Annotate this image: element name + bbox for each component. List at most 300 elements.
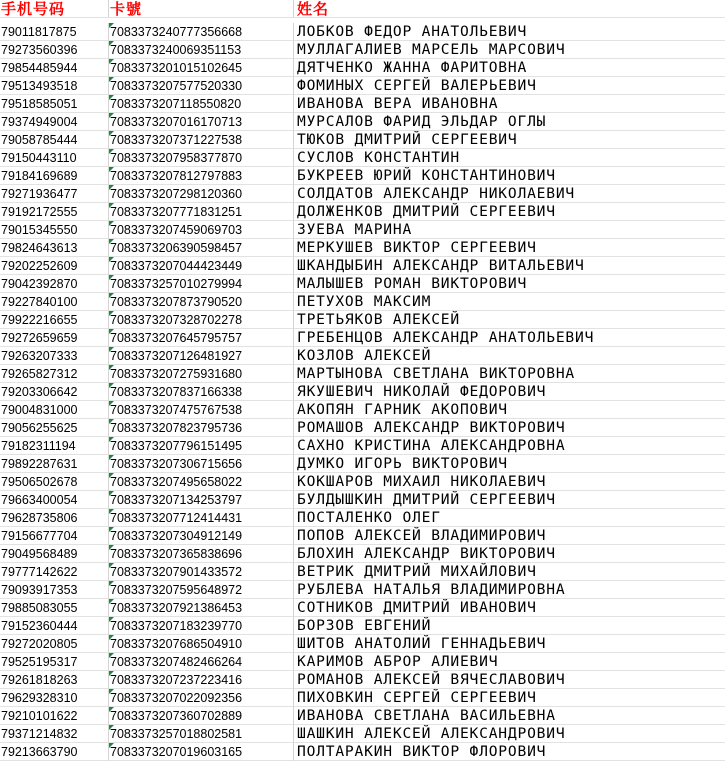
name-cell-text: ТЮКОВ ДМИТРИЙ СЕРГЕЕВИЧ: [297, 131, 518, 148]
phone-cell[interactable]: [0, 95, 109, 113]
table-row: [0, 23, 725, 41]
phone-cell[interactable]: [0, 347, 109, 365]
phone-cell[interactable]: [0, 41, 109, 59]
name-cell-text: ПОЛТАРАКИН ВИКТОР ФЛОРОВИЧ: [297, 743, 547, 760]
name-cell[interactable]: [294, 725, 725, 743]
table-row: [0, 545, 725, 563]
phone-cell-text: 79213663790: [1, 745, 78, 759]
card-cell[interactable]: [109, 455, 294, 473]
name-cell-text: СОТНИКОВ ДМИТРИЙ ИВАНОВИЧ: [297, 599, 537, 616]
table-row: [0, 689, 725, 707]
card-cell[interactable]: [109, 743, 294, 761]
card-cell[interactable]: [109, 599, 294, 617]
text-number-indicator-icon: [109, 221, 114, 226]
name-cell-text: БОРЗОВ ЕВГЕНИЙ: [297, 617, 432, 634]
table-row: [0, 635, 725, 653]
phone-cell[interactable]: [0, 455, 109, 473]
text-number-indicator-icon: [109, 599, 114, 604]
name-cell[interactable]: [294, 293, 725, 311]
table-row: [0, 455, 725, 473]
text-number-indicator-icon: [109, 581, 114, 586]
name-cell-text: СОЛДАТОВ АЛЕКСАНДР НИКОЛАЕВИЧ: [297, 185, 575, 202]
card-cell-text: 7083373207595648972: [110, 583, 243, 597]
card-cell-text: 7083373201015102645: [110, 61, 243, 75]
phone-cell[interactable]: [0, 581, 109, 599]
card-cell[interactable]: [109, 725, 294, 743]
name-cell[interactable]: [294, 581, 725, 599]
phone-cell-text: 79273560396: [1, 43, 78, 57]
name-cell[interactable]: [294, 41, 725, 59]
card-cell[interactable]: [109, 149, 294, 167]
card-cell-text: 7083373207901433572: [110, 565, 243, 579]
card-cell-text: 7083373207237223416: [110, 673, 243, 687]
table-row: [0, 653, 725, 671]
phone-cell-text: 79922216655: [1, 313, 78, 327]
phone-cell[interactable]: [0, 707, 109, 725]
phone-cell-text: 79885083055: [1, 601, 78, 615]
phone-cell-text: 79506502678: [1, 475, 78, 489]
name-cell-text: ФОМИНЫХ СЕРГЕЙ ВАЛЕРЬЕВИЧ: [297, 77, 537, 94]
name-cell-text: КАРИМОВ АБРОР АЛИЕВИЧ: [297, 653, 499, 670]
name-cell[interactable]: [294, 401, 725, 419]
card-cell[interactable]: [109, 311, 294, 329]
phone-cell[interactable]: [0, 239, 109, 257]
text-number-indicator-icon: [109, 509, 114, 514]
name-cell[interactable]: [294, 131, 725, 149]
text-number-indicator-icon: [109, 329, 114, 334]
card-cell-text: 7083373207645795757: [110, 331, 243, 345]
table-row: [0, 77, 725, 95]
card-cell-text: 7083373206390598457: [110, 241, 243, 255]
table-row: [0, 203, 725, 221]
table-row: [0, 509, 725, 527]
card-cell[interactable]: [109, 77, 294, 95]
phone-cell[interactable]: [0, 509, 109, 527]
phone-cell[interactable]: [0, 257, 109, 275]
card-cell-text: 7083373207475767538: [110, 403, 243, 417]
phone-cell[interactable]: [0, 743, 109, 761]
card-cell[interactable]: [109, 617, 294, 635]
card-cell-text: 7083373240069351153: [110, 43, 242, 57]
phone-cell[interactable]: [0, 113, 109, 131]
name-cell[interactable]: [294, 59, 725, 77]
name-cell[interactable]: [294, 617, 725, 635]
name-cell-text: ШИТОВ АНАТОЛИЙ ГЕННАДЬЕВИЧ: [297, 635, 547, 652]
phone-cell-text: 79518585051: [1, 97, 78, 111]
name-cell[interactable]: [294, 437, 725, 455]
text-number-indicator-icon: [109, 131, 114, 136]
name-cell[interactable]: [294, 95, 725, 113]
phone-cell[interactable]: [0, 689, 109, 707]
phone-cell[interactable]: [0, 185, 109, 203]
card-cell-text: 7083373207771831251: [110, 205, 243, 219]
text-number-indicator-icon: [109, 239, 114, 244]
phone-cell-text: 79192172555: [1, 205, 78, 219]
header-card[interactable]: 卡號: [109, 0, 294, 18]
phone-cell-text: 79049568489: [1, 547, 78, 561]
name-cell-text: ШКАНДЫБИН АЛЕКСАНДР ВИТАЛЬЕВИЧ: [297, 257, 585, 274]
table-row: [0, 347, 725, 365]
phone-cell[interactable]: [0, 545, 109, 563]
text-number-indicator-icon: [109, 437, 114, 442]
card-cell[interactable]: [109, 203, 294, 221]
card-cell-text: 7083373207275931680: [110, 367, 243, 381]
phone-cell[interactable]: [0, 563, 109, 581]
text-number-indicator-icon: [109, 653, 114, 658]
phone-cell-text: 79629328310: [1, 691, 78, 705]
phone-cell-text: 79203306642: [1, 385, 78, 399]
card-cell-text: 7083373207577520330: [110, 79, 243, 93]
phone-cell[interactable]: [0, 653, 109, 671]
table-row: [0, 329, 725, 347]
phone-cell[interactable]: [0, 491, 109, 509]
name-cell-text: ИВАНОВА ВЕРА ИВАНОВНА: [297, 95, 499, 112]
phone-cell[interactable]: [0, 59, 109, 77]
text-number-indicator-icon: [109, 455, 114, 460]
phone-cell-text: 79210101622: [1, 709, 78, 723]
card-cell[interactable]: [109, 419, 294, 437]
text-number-indicator-icon: [109, 545, 114, 550]
text-number-indicator-icon: [109, 77, 114, 82]
phone-cell[interactable]: [0, 293, 109, 311]
text-number-indicator-icon: [109, 149, 114, 154]
text-number-indicator-icon: [109, 635, 114, 640]
name-cell[interactable]: [294, 599, 725, 617]
table-row: [0, 725, 725, 743]
name-cell-text: ТРЕТЬЯКОВ АЛЕКСЕЙ: [297, 311, 460, 328]
phone-cell[interactable]: [0, 149, 109, 167]
card-cell-text: 7083373207823795736: [110, 421, 243, 435]
phone-cell[interactable]: [0, 383, 109, 401]
name-cell[interactable]: [294, 563, 725, 581]
table-row: [0, 257, 725, 275]
name-cell-text: ГРЕБЕНЦОВ АЛЕКСАНДР АНАТОЛЬЕВИЧ: [297, 329, 595, 346]
table-row: [0, 239, 725, 257]
card-cell[interactable]: [109, 293, 294, 311]
name-cell[interactable]: [294, 419, 725, 437]
name-cell[interactable]: [294, 689, 725, 707]
phone-cell-text: 79374949004: [1, 115, 78, 129]
phone-cell-text: 79777142622: [1, 565, 78, 579]
phone-cell[interactable]: [0, 401, 109, 419]
name-cell[interactable]: [294, 257, 725, 275]
name-cell[interactable]: [294, 275, 725, 293]
name-cell[interactable]: [294, 527, 725, 545]
phone-cell-text: 79227840100: [1, 295, 78, 309]
name-cell[interactable]: [294, 149, 725, 167]
phone-cell[interactable]: [0, 635, 109, 653]
card-cell-text: 7083373207495658022: [110, 475, 243, 489]
phone-cell[interactable]: [0, 599, 109, 617]
name-cell-text: МАЛЫШЕВ РОМАН ВИКТОРОВИЧ: [297, 275, 528, 292]
text-number-indicator-icon: [109, 59, 114, 64]
table-row: [0, 743, 725, 761]
phone-cell-text: 79056255625: [1, 421, 78, 435]
name-cell-text: МУЛЛАГАЛИЕВ МАРСЕЛЬ МАРСОВИЧ: [297, 41, 566, 58]
card-cell[interactable]: [109, 653, 294, 671]
name-cell-text: КОЗЛОВ АЛЕКСЕЙ: [297, 347, 432, 364]
name-cell-text: ВЕТРИК ДМИТРИЙ МИХАЙЛОВИЧ: [297, 563, 537, 580]
phone-cell[interactable]: [0, 365, 109, 383]
name-cell-text: ЛОБКОВ ФЕДОР АНАТОЛЬЕВИЧ: [297, 23, 528, 40]
name-cell-text: РОМАНОВ АЛЕКСЕЙ ВЯЧЕСЛАВОВИЧ: [297, 671, 566, 688]
phone-cell-text: 79371214832: [1, 727, 78, 741]
name-cell-text: ДЯТЧЕНКО ЖАННА ФАРИТОВНА: [297, 59, 528, 76]
card-cell-text: 7083373207304912149: [110, 529, 243, 543]
text-number-indicator-icon: [109, 311, 114, 316]
card-cell-text: 7083373207134253797: [110, 493, 243, 507]
card-cell-text: 7083373207022092356: [110, 691, 243, 705]
text-number-indicator-icon: [109, 563, 114, 568]
name-cell-text: ИВАНОВА СВЕТЛАНА ВАСИЛЬЕВНА: [297, 707, 556, 724]
header-name[interactable]: 姓名: [294, 0, 725, 18]
table-row: [0, 437, 725, 455]
card-cell-text: 7083373207118550820: [110, 97, 242, 111]
table-row: [0, 599, 725, 617]
phone-cell-text: 79202252609: [1, 259, 78, 273]
name-cell[interactable]: [294, 185, 725, 203]
card-cell-text: 7083373257018802581: [110, 727, 243, 741]
table-row: [0, 131, 725, 149]
text-number-indicator-icon: [109, 725, 114, 730]
name-cell[interactable]: [294, 221, 725, 239]
text-number-indicator-icon: [109, 257, 114, 262]
name-cell[interactable]: [294, 311, 725, 329]
table-row: [0, 149, 725, 167]
table-row: [0, 185, 725, 203]
card-cell[interactable]: [109, 23, 294, 41]
card-cell-text: 7083373207921386453: [110, 601, 243, 615]
table-row: [0, 221, 725, 239]
name-cell-text: ПИХОВКИН СЕРГЕЙ СЕРГЕЕВИЧ: [297, 689, 537, 706]
card-cell[interactable]: [109, 275, 294, 293]
card-cell[interactable]: [109, 635, 294, 653]
phone-cell[interactable]: [0, 77, 109, 95]
name-cell-text: ПОСТАЛЕНКО ОЛЕГ: [297, 509, 441, 526]
phone-cell-text: 79093917353: [1, 583, 78, 597]
phone-cell-text: 79824643613: [1, 241, 78, 255]
phone-cell[interactable]: [0, 275, 109, 293]
name-cell-text: ДУМКО ИГОРЬ ВИКТОРОВИЧ: [297, 455, 508, 472]
phone-cell[interactable]: [0, 167, 109, 185]
text-number-indicator-icon: [109, 185, 114, 190]
text-number-indicator-icon: [109, 95, 114, 100]
name-cell[interactable]: [294, 707, 725, 725]
text-number-indicator-icon: [109, 41, 114, 46]
phone-cell-text: 79525195317: [1, 655, 78, 669]
text-number-indicator-icon: [109, 743, 114, 748]
table-row: [0, 41, 725, 59]
phone-cell[interactable]: [0, 311, 109, 329]
card-cell[interactable]: [109, 671, 294, 689]
card-cell[interactable]: [109, 59, 294, 77]
card-cell[interactable]: [109, 491, 294, 509]
name-cell[interactable]: [294, 743, 725, 761]
card-cell[interactable]: [109, 329, 294, 347]
table-row: [0, 293, 725, 311]
text-number-indicator-icon: [109, 617, 114, 622]
card-cell[interactable]: [109, 167, 294, 185]
phone-cell-text: 79263207333: [1, 349, 78, 363]
name-cell-text: ДОЛЖЕНКОВ ДМИТРИЙ СЕРГЕЕВИЧ: [297, 203, 556, 220]
name-cell[interactable]: [294, 383, 725, 401]
phone-cell[interactable]: [0, 617, 109, 635]
name-cell[interactable]: [294, 509, 725, 527]
name-cell[interactable]: [294, 365, 725, 383]
phone-cell[interactable]: [0, 671, 109, 689]
name-cell[interactable]: [294, 77, 725, 95]
name-cell-text: ЯКУШЕВИЧ НИКОЛАЙ ФЕДОРОВИЧ: [297, 383, 547, 400]
card-cell[interactable]: [109, 563, 294, 581]
phone-cell-text: 79184169689: [1, 169, 78, 183]
card-cell-text: 7083373207126481927: [110, 349, 243, 363]
text-number-indicator-icon: [109, 689, 114, 694]
card-cell[interactable]: [109, 383, 294, 401]
phone-cell-text: 79261818263: [1, 673, 78, 687]
name-cell-text: КОКШАРОВ МИХАИЛ НИКОЛАЕВИЧ: [297, 473, 547, 490]
card-cell-text: 7083373207298120360: [110, 187, 243, 201]
card-cell[interactable]: [109, 41, 294, 59]
card-cell[interactable]: [109, 95, 294, 113]
table-row: [0, 383, 725, 401]
text-number-indicator-icon: [109, 23, 114, 28]
table-row: [0, 707, 725, 725]
phone-cell[interactable]: [0, 437, 109, 455]
table-row: [0, 491, 725, 509]
phone-cell-text: 79150443110: [1, 151, 77, 165]
phone-cell-text: 79271936477: [1, 187, 78, 201]
name-cell[interactable]: [294, 491, 725, 509]
text-number-indicator-icon: [109, 527, 114, 532]
name-cell[interactable]: [294, 329, 725, 347]
card-cell[interactable]: [109, 257, 294, 275]
name-cell[interactable]: [294, 239, 725, 257]
phone-cell[interactable]: [0, 131, 109, 149]
phone-cell-text: 79042392870: [1, 277, 78, 291]
table-row: [0, 527, 725, 545]
header-row: [0, 0, 725, 18]
card-cell[interactable]: [109, 347, 294, 365]
card-cell[interactable]: [109, 131, 294, 149]
card-cell-text: 7083373207371227538: [110, 133, 243, 147]
phone-cell[interactable]: [0, 725, 109, 743]
card-cell[interactable]: [109, 707, 294, 725]
phone-cell[interactable]: [0, 527, 109, 545]
text-number-indicator-icon: [109, 707, 114, 712]
card-cell[interactable]: [109, 113, 294, 131]
text-number-indicator-icon: [109, 113, 114, 118]
text-number-indicator-icon: [109, 293, 114, 298]
card-cell[interactable]: [109, 221, 294, 239]
text-number-indicator-icon: [109, 473, 114, 478]
name-cell[interactable]: [294, 545, 725, 563]
phone-cell-text: 79156677704: [1, 529, 78, 543]
card-cell-text: 7083373207044423449: [110, 259, 243, 273]
phone-cell[interactable]: [0, 473, 109, 491]
text-number-indicator-icon: [109, 275, 114, 280]
card-cell[interactable]: [109, 401, 294, 419]
card-cell-text: 7083373207360702889: [110, 709, 243, 723]
name-cell[interactable]: [294, 113, 725, 131]
card-cell[interactable]: [109, 527, 294, 545]
card-cell-text: 7083373207306715656: [110, 457, 243, 471]
table-row: [0, 95, 725, 113]
card-cell[interactable]: [109, 185, 294, 203]
name-cell-text: МУРСАЛОВ ФАРИД ЭЛЬДАР ОГЛЫ: [297, 113, 547, 130]
card-cell-text: 7083373207812797883: [110, 169, 243, 183]
card-cell-text: 7083373207873790520: [110, 295, 243, 309]
card-cell-text: 7083373207686504910: [110, 637, 243, 651]
name-cell[interactable]: [294, 203, 725, 221]
text-number-indicator-icon: [109, 419, 114, 424]
card-cell[interactable]: [109, 509, 294, 527]
phone-cell-text: 79182311194: [1, 439, 76, 453]
card-cell-text: 7083373207365838696: [110, 547, 243, 561]
text-number-indicator-icon: [109, 203, 114, 208]
name-cell-text: ШАШКИН АЛЕКСЕЙ АЛЕКСАНДРОВИЧ: [297, 725, 566, 742]
table-row: [0, 365, 725, 383]
table-row: [0, 581, 725, 599]
name-cell-text: ПЕТУХОВ МАКСИМ: [297, 293, 432, 310]
table-row: [0, 617, 725, 635]
name-cell[interactable]: [294, 347, 725, 365]
phone-cell-text: 79265827312: [1, 367, 78, 381]
phone-cell-text: 79892287631: [1, 457, 78, 471]
name-cell[interactable]: [294, 635, 725, 653]
card-cell-text: 7083373207019603165: [110, 745, 243, 759]
card-cell[interactable]: [109, 239, 294, 257]
table-row: [0, 311, 725, 329]
name-cell[interactable]: [294, 653, 725, 671]
text-number-indicator-icon: [109, 671, 114, 676]
table-row: [0, 167, 725, 185]
header-phone[interactable]: 手机号码: [0, 0, 109, 18]
card-cell[interactable]: [109, 365, 294, 383]
name-cell-text: ЗУЕВА МАРИНА: [297, 221, 413, 238]
phone-cell[interactable]: [0, 23, 109, 41]
table-row: [0, 113, 725, 131]
name-cell-text: РОМАШОВ АЛЕКСАНДР ВИКТОРОВИЧ: [297, 419, 566, 436]
name-cell-text: САХНО КРИСТИНА АЛЕКСАНДРОВНА: [297, 437, 566, 454]
phone-cell-text: 79628735806: [1, 511, 78, 525]
phone-cell[interactable]: [0, 419, 109, 437]
name-cell[interactable]: [294, 23, 725, 41]
card-cell[interactable]: [109, 545, 294, 563]
name-cell-text: БУЛДЫШКИН ДМИТРИЙ СЕРГЕЕВИЧ: [297, 491, 556, 508]
phone-cell-text: 79004831000: [1, 403, 78, 417]
phone-cell-text: 79854485944: [1, 61, 78, 75]
name-cell[interactable]: [294, 455, 725, 473]
name-cell[interactable]: [294, 473, 725, 491]
phone-cell[interactable]: [0, 221, 109, 239]
card-cell-text: 7083373207183239770: [110, 619, 243, 633]
table-row: [0, 275, 725, 293]
card-cell[interactable]: [109, 689, 294, 707]
card-cell-text: 7083373207958377870: [110, 151, 243, 165]
name-cell[interactable]: [294, 671, 725, 689]
table-row: [0, 59, 725, 77]
card-cell[interactable]: [109, 581, 294, 599]
phone-cell-text: 79011817875: [1, 25, 77, 39]
phone-cell[interactable]: [0, 203, 109, 221]
name-cell-text: МЕРКУШЕВ ВИКТОР СЕРГЕЕВИЧ: [297, 239, 537, 256]
name-cell[interactable]: [294, 167, 725, 185]
card-cell[interactable]: [109, 473, 294, 491]
card-cell-text: 7083373207796151495: [110, 439, 243, 453]
card-cell[interactable]: [109, 437, 294, 455]
phone-cell[interactable]: [0, 329, 109, 347]
card-cell-text: 7083373207837166338: [110, 385, 243, 399]
